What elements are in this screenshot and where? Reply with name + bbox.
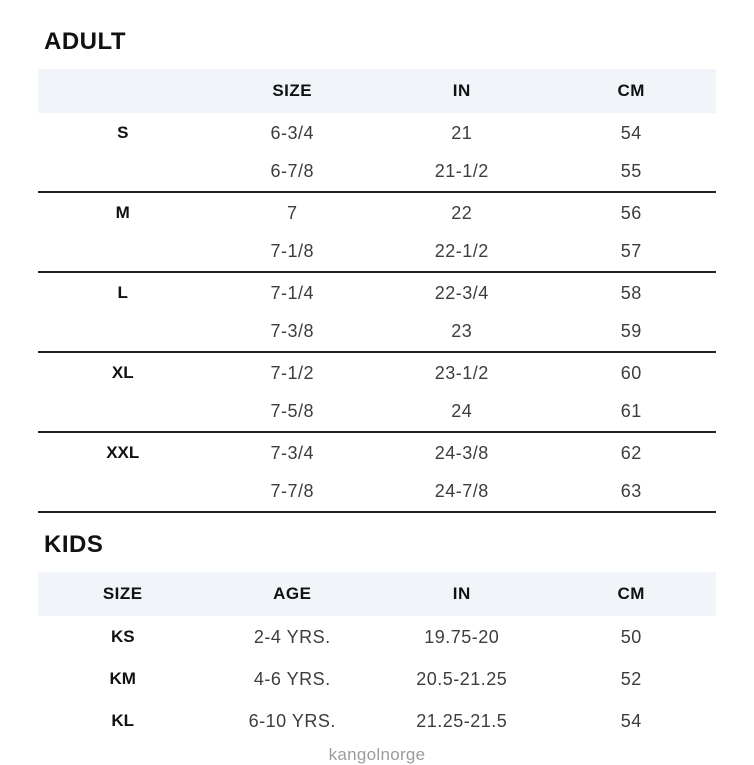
adult-section-title: ADULT xyxy=(44,28,127,55)
adult-table-row xyxy=(38,274,716,312)
inches-cell: 21.25-21.5 xyxy=(416,710,508,731)
adult-table-row xyxy=(38,472,716,510)
kids-section-title: KIDS xyxy=(44,531,104,558)
hat-size-cell: 7-3/4 xyxy=(270,442,315,463)
kids-header-cm: CM xyxy=(617,584,645,603)
hat-size-cell: 7-7/8 xyxy=(270,480,315,501)
size-label-cell: S xyxy=(117,123,129,142)
inches-cell: 22-1/2 xyxy=(434,240,489,261)
age-cell: 4-6 YRS. xyxy=(253,668,331,689)
adult-size-group xyxy=(38,433,716,513)
centimeters-cell: 54 xyxy=(620,710,642,731)
adult-size-group xyxy=(38,353,716,433)
age-cell: 6-10 YRS. xyxy=(248,710,336,731)
kids-header-in: IN xyxy=(452,584,471,603)
hat-size-cell: 7-3/8 xyxy=(270,320,315,341)
hat-size-cell: 6-7/8 xyxy=(270,160,315,181)
adult-size-group xyxy=(38,113,716,193)
kids-table-row xyxy=(38,700,716,742)
centimeters-cell: 56 xyxy=(620,202,642,223)
centimeters-cell: 55 xyxy=(620,160,642,181)
kids-table-row xyxy=(38,616,716,658)
centimeters-cell: 60 xyxy=(620,362,642,383)
size-label-cell: KS xyxy=(110,627,135,646)
hat-size-cell: 6-3/4 xyxy=(270,122,315,143)
adult-table-row xyxy=(38,354,716,392)
hat-size-cell: 7-1/2 xyxy=(270,362,315,383)
inches-cell: 21-1/2 xyxy=(434,160,489,181)
centimeters-cell: 50 xyxy=(620,626,642,647)
inches-cell: 23 xyxy=(451,320,473,341)
kids-table-body xyxy=(38,616,716,742)
centimeters-cell: 52 xyxy=(620,668,642,689)
kids-size-table xyxy=(38,572,716,742)
hat-size-cell: 7-1/8 xyxy=(270,240,315,261)
adult-table-row xyxy=(38,392,716,430)
kids-header-age: AGE xyxy=(273,584,312,603)
inches-cell: 23-1/2 xyxy=(434,362,489,383)
centimeters-cell: 54 xyxy=(620,122,642,143)
adult-table-header-row xyxy=(38,69,716,113)
kids-table-row xyxy=(38,658,716,700)
adult-header-cm: CM xyxy=(617,81,645,100)
size-label-cell: KL xyxy=(111,711,135,730)
adult-table-row xyxy=(38,232,716,270)
size-label-cell: L xyxy=(117,283,128,302)
hat-size-cell: 7 xyxy=(286,202,298,223)
adult-table-row xyxy=(38,114,716,152)
inches-cell: 21 xyxy=(451,122,473,143)
adult-header-in: IN xyxy=(452,81,471,100)
adult-table-row xyxy=(38,312,716,350)
centimeters-cell: 61 xyxy=(620,400,642,421)
hat-size-cell: 7-5/8 xyxy=(270,400,315,421)
adult-header-size: SIZE xyxy=(272,81,313,100)
inches-cell: 22 xyxy=(451,202,473,223)
centimeters-cell: 58 xyxy=(620,282,642,303)
kids-table-header-row xyxy=(38,572,716,616)
adult-table-row xyxy=(38,152,716,190)
adult-table-row xyxy=(38,194,716,232)
hat-size-cell: 7-1/4 xyxy=(270,282,315,303)
size-label-cell: XL xyxy=(111,363,134,382)
age-cell: 2-4 YRS. xyxy=(253,626,331,647)
adult-size-group xyxy=(38,273,716,353)
centimeters-cell: 62 xyxy=(620,442,642,463)
inches-cell: 22-3/4 xyxy=(434,282,489,303)
adult-size-group xyxy=(38,193,716,273)
centimeters-cell: 59 xyxy=(620,320,642,341)
size-label-cell: KM xyxy=(109,669,136,688)
inches-cell: 20.5-21.25 xyxy=(416,668,508,689)
size-label-cell: XXL xyxy=(106,443,140,462)
inches-cell: 24 xyxy=(451,400,473,421)
kids-header-size: SIZE xyxy=(102,584,143,603)
brand-watermark: kangolnorge xyxy=(328,745,426,764)
size-label-cell: M xyxy=(115,203,130,222)
inches-cell: 24-3/8 xyxy=(434,442,489,463)
inches-cell: 19.75-20 xyxy=(424,626,500,647)
adult-table-row xyxy=(38,434,716,472)
centimeters-cell: 57 xyxy=(620,240,642,261)
inches-cell: 24-7/8 xyxy=(434,480,489,501)
centimeters-cell: 63 xyxy=(620,480,642,501)
adult-table-body xyxy=(38,113,716,513)
adult-size-table xyxy=(38,69,716,513)
